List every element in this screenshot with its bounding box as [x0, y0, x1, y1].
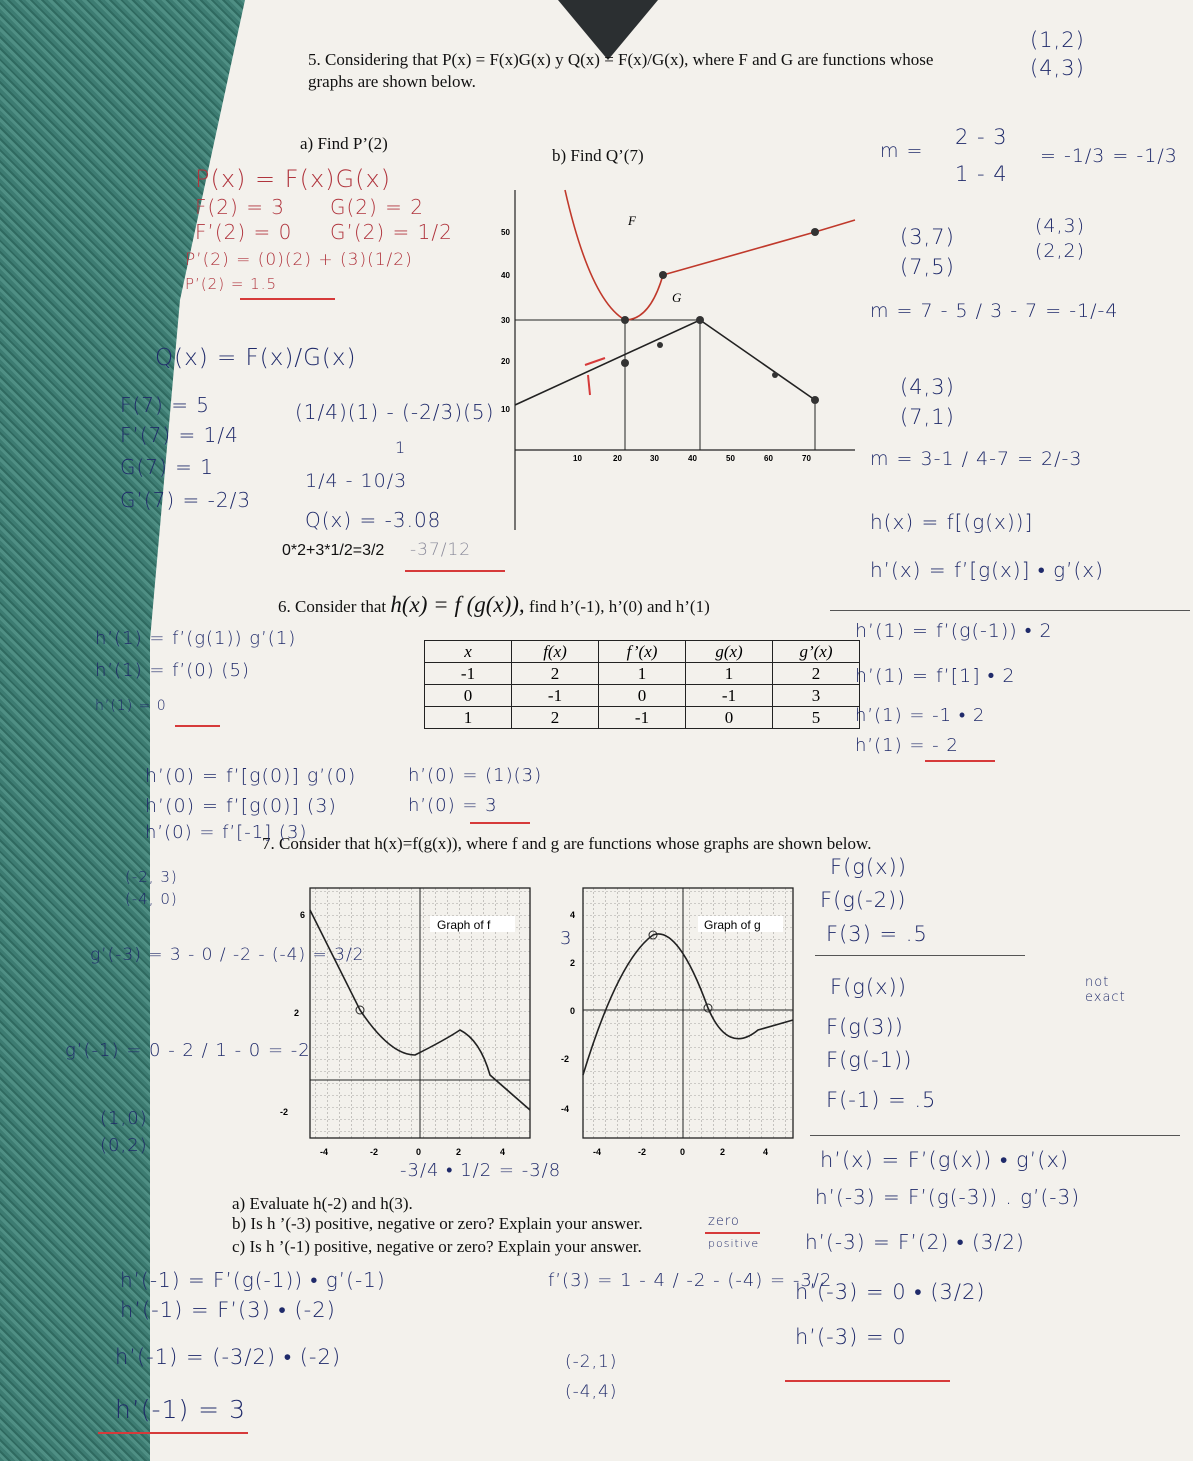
x-tick: -4: [320, 1147, 329, 1157]
hw-fg-5: F(g(3)): [826, 1015, 904, 1039]
hw-point: (3,7): [900, 225, 955, 249]
table-row: [425, 663, 860, 685]
hw-pos-ans: positive: [708, 1237, 760, 1250]
answer-underline: [240, 298, 335, 300]
table-cell: 2: [512, 707, 599, 729]
x-tick: -2: [638, 1147, 647, 1157]
problem5-statement-2: graphs are shown below.: [308, 72, 476, 91]
hw-pp-result: P’(2) = 1.5: [185, 275, 278, 293]
hw-point: (1,2): [1030, 28, 1085, 52]
hw-hm1-c: h’(1) = 0: [95, 698, 167, 714]
x-tick: 10: [573, 454, 582, 463]
y-tick: -4: [561, 1104, 570, 1114]
hw-mult: -3/4 • 1/2 = -3/8: [400, 1160, 562, 1181]
hw-pp-line: P’(2) = (0)(2) + (3)(1/2): [185, 250, 413, 270]
problem7-statement: 7. Consider that h(x)=f(g(x)), where f and g are functions whose graphs are shown below.: [262, 834, 872, 853]
graph-of-f: [280, 880, 540, 1170]
table-header: x: [425, 641, 512, 663]
hw-hc4: h’(-1) = 3: [115, 1395, 246, 1424]
hw-hb4: h’(-3) = 0 • (3/2): [795, 1280, 986, 1304]
x-tick: 30: [650, 454, 659, 463]
hw-h0-c: h’(0) = f’[-1] (3): [145, 822, 308, 843]
hw-not-exact: not exact: [1085, 975, 1126, 1005]
table-cell: -1: [512, 685, 599, 707]
hw-slope-num: 2 - 3: [955, 125, 1008, 149]
y-tick: 2: [294, 1008, 300, 1018]
x-tick: -4: [593, 1147, 602, 1157]
answer-underline: [98, 1432, 248, 1434]
x-tick: 2: [720, 1147, 726, 1157]
table-cell: -1: [686, 685, 773, 707]
table-cell: 1: [425, 707, 512, 729]
table-cell: 0: [686, 707, 773, 729]
hw-gp2: G’(2) = 1/2: [330, 220, 453, 244]
hw-point: (7,1): [900, 405, 955, 429]
graph-f-title: Graph of f: [437, 918, 491, 932]
answer-underline: [405, 570, 505, 572]
table-cell: 0: [599, 685, 686, 707]
table-cell: 2: [773, 663, 860, 685]
hw-f2: F(2) = 3: [195, 195, 286, 219]
hw-h0-a: h’(0) = f’[g(0)] g’(0): [145, 765, 357, 787]
hw-q-denom: 1: [395, 438, 407, 457]
table-cell: 1: [599, 663, 686, 685]
answer-underline: [785, 1380, 950, 1382]
y-tick: 30: [501, 316, 510, 325]
divider-line: [830, 610, 1190, 611]
hw-fp2: F’(2) = 0: [195, 220, 293, 244]
y-tick: -2: [561, 1054, 570, 1064]
hw-gpm1: g’(-1) = 0 - 2 / 1 - 0 = -2: [65, 1040, 311, 1061]
table-cell: 1: [686, 663, 773, 685]
hw-g2: G(2) = 2: [330, 195, 425, 219]
table-header: g(x): [686, 641, 773, 663]
x-tick: -2: [370, 1147, 379, 1157]
hw-h-prime: h’(x) = f’[g(x)] • g’(x): [870, 558, 1104, 582]
table-cell: 5: [773, 707, 860, 729]
problem5-statement: 5. Considering that P(x) = F(x)G(x) y Q(x) = F(x)/G(x), where F and G are functions whose: [308, 50, 934, 69]
graph-of-g: [558, 880, 798, 1170]
y-tick: 20: [501, 357, 510, 366]
hw-h0-b: h’(0) = f’[g(0)] (3): [145, 795, 337, 817]
problem6-statement: [278, 592, 710, 618]
hw-hc1: h’(-1) = F’(g(-1)) • g’(-1): [120, 1268, 386, 1292]
y-tick: 4: [570, 910, 576, 920]
table-header-row: [425, 641, 860, 663]
x-tick: 70: [802, 454, 811, 463]
hw-point: (2,2): [1035, 240, 1086, 262]
problem5-graph: [500, 180, 860, 540]
hw-slope3: m = 3-1 / 4-7 = 2/-3: [870, 448, 1083, 470]
problem7-part-a: a) Evaluate h(-2) and h(3).: [232, 1194, 413, 1213]
problem7-part-b: b) Is h ’(-3) positive, negative or zero? Explain your answer.: [232, 1214, 643, 1233]
x-tick: 0: [416, 1147, 422, 1157]
hw-hc2: h’(-1) = F’(3) • (-2): [120, 1298, 336, 1322]
x-tick: 20: [613, 454, 622, 463]
table-cell: -1: [599, 707, 686, 729]
table-cell: 2: [512, 663, 599, 685]
x-tick: 50: [726, 454, 735, 463]
hw-slope2: m = 7 - 5 / 3 - 7 = -1/-4: [870, 300, 1119, 322]
hw-fg-2: F(g(-2)): [820, 888, 907, 912]
y-tick: 40: [501, 271, 510, 280]
x-tick: 4: [500, 1147, 506, 1157]
hw-slope-eq: = -1/3 = -1/3: [1040, 145, 1178, 167]
table-row: [425, 707, 860, 729]
table-header: f(x): [512, 641, 599, 663]
hw-hb2: h’(-3) = F’(g(-3)) . g’(-3): [815, 1185, 1081, 1209]
hw-p-def: P(x) = F(x)G(x): [195, 165, 392, 193]
hw-h1-c: h’(1) = -1 • 2: [855, 705, 986, 726]
hw-f7: F(7) = 5: [120, 393, 211, 417]
hw-q-result: Q(x) = -3.08: [305, 508, 442, 532]
hw-h0-e: h’(0) = 3: [408, 795, 498, 816]
hw-h0-d: h’(0) = (1)(3): [408, 765, 543, 786]
problem6-suffix: find h’(-1), h’(0) and h’(1): [524, 597, 710, 616]
hw-h1-a: h’(1) = f’(g(-1)) • 2: [855, 620, 1053, 642]
y-tick: 10: [501, 405, 510, 414]
hw-slope-m: m =: [880, 140, 924, 162]
hw-hb3: h’(-3) = F’(2) • (3/2): [805, 1230, 1025, 1254]
hw-fp3: f’(3) = 1 - 4 / -2 - (-4) = -3/2: [548, 1270, 833, 1291]
hw-point: (4,3): [1030, 56, 1085, 80]
hw-q-def: Q(x) = F(x)/G(x): [155, 345, 357, 371]
table-cell: 0: [425, 685, 512, 707]
hw-fp7: F’(7) = 1/4: [120, 423, 239, 447]
hw-point: (-4,4): [565, 1382, 618, 1402]
hw-q-frac-result: -37/12: [410, 540, 472, 560]
hw-hb5: h’(-3) = 0: [795, 1325, 907, 1349]
hw-point: (0,2): [100, 1135, 148, 1156]
problem6-table: [424, 640, 860, 729]
table-cell: 3: [773, 685, 860, 707]
y-tick: 6: [300, 910, 306, 920]
x-tick: 4: [763, 1147, 769, 1157]
hw-q-expr: (1/4)(1) - (-2/3)(5): [295, 400, 495, 424]
table-header: f’(x): [599, 641, 686, 663]
table-header: g’(x): [773, 641, 860, 663]
hw-slope-den: 1 - 4: [955, 162, 1008, 186]
x-tick: 2: [456, 1147, 462, 1157]
hw-hm1-b: h’(1) = f’(0) (5): [95, 660, 250, 681]
curve-label-G: G: [672, 290, 682, 305]
problem5-part-b: b) Find Q’(7): [552, 146, 644, 165]
hw-fg-1: F(g(x)): [830, 855, 907, 879]
hw-zero-ans: zero: [708, 1214, 740, 1229]
hw-h-def: h(x) = f[(g(x))]: [870, 510, 1034, 534]
answer-underline: [175, 725, 220, 727]
hw-h1-d: h’(1) = - 2: [855, 735, 959, 756]
hw-fg-3: F(3) = .5: [826, 922, 928, 946]
y-tick: -2: [280, 1107, 289, 1117]
hw-graph-three: 3: [560, 928, 573, 949]
x-tick: 0: [680, 1147, 686, 1157]
hw-h1-b: h’(1) = f’[1] • 2: [855, 665, 1016, 687]
hw-g7: G(7) = 1: [120, 455, 215, 479]
hw-gpm3: g’(-3) = 3 - 0 / -2 - (-4) = 3/2: [90, 945, 365, 965]
y-tick: 0: [570, 1006, 576, 1016]
hw-point: (-4, 0): [125, 890, 178, 908]
hw-point: (-2,1): [565, 1352, 618, 1372]
hw-hc3: h’(-1) = (-3/2) • (-2): [115, 1345, 342, 1369]
answer-underline: [925, 760, 995, 762]
y-tick: 2: [570, 958, 576, 968]
hw-gp7: G’(7) = -2/3: [120, 488, 252, 512]
problem6-formula: h(x) = f (g(x)),: [390, 592, 525, 617]
typed-computation: 0*2+3*1/2=3/2: [282, 542, 385, 559]
hw-q-frac: 1/4 - 10/3: [305, 470, 408, 492]
table-cell: -1: [425, 663, 512, 685]
curve-label-F: F: [628, 213, 636, 228]
hw-fg-6: F(g(-1)): [826, 1048, 913, 1072]
hw-hm1-a: h’(1) = f’(g(1)) g’(1): [95, 628, 297, 649]
hw-point: (4,3): [1035, 215, 1086, 237]
x-tick: 60: [764, 454, 773, 463]
hw-point: (4,3): [900, 375, 955, 399]
answer-underline: [470, 822, 530, 824]
answer-underline: [705, 1232, 760, 1234]
problem5-part-a: a) Find P’(2): [300, 134, 388, 153]
hw-point: (-2, 3): [125, 868, 178, 886]
hw-hb1: h’(x) = F’(g(x)) • g’(x): [820, 1148, 1070, 1172]
divider-line: [815, 955, 1025, 956]
hw-point: (1,0): [100, 1108, 148, 1129]
table-row: [425, 685, 860, 707]
y-tick: 50: [501, 228, 510, 237]
x-tick: 40: [688, 454, 697, 463]
graph-g-title: Graph of g: [704, 918, 761, 932]
hw-point: (7,5): [900, 255, 955, 279]
hw-fg-7: F(-1) = .5: [826, 1088, 937, 1112]
problem6-prefix: 6. Consider that: [278, 597, 391, 616]
hw-fg-4: F(g(x)): [830, 975, 907, 999]
divider-line: [810, 1135, 1180, 1136]
problem7-part-c: c) Is h ’(-1) positive, negative or zero? Explain your answer.: [232, 1237, 642, 1256]
